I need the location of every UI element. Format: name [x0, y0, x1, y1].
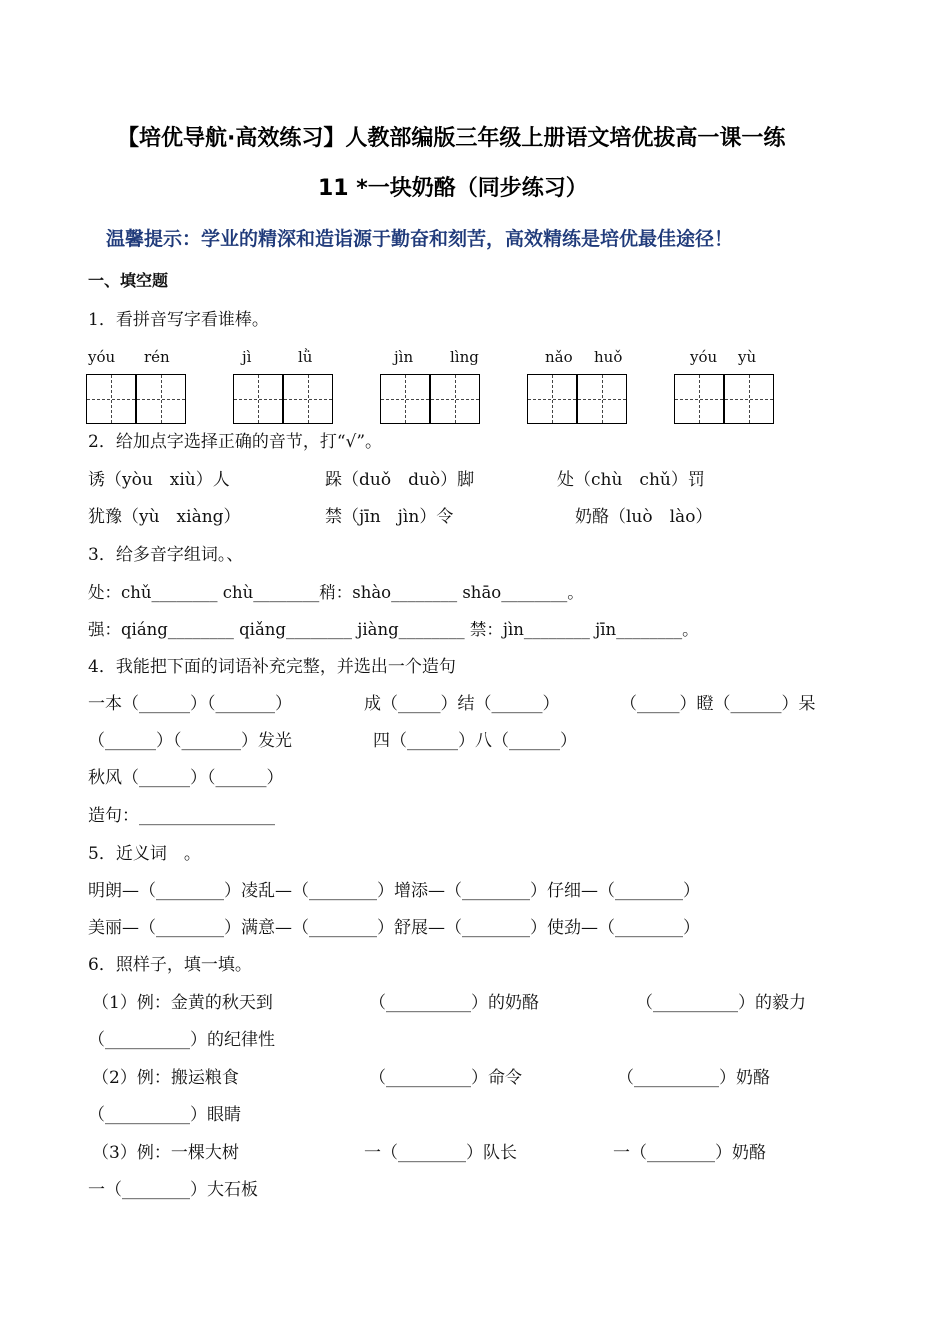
q5-row[interactable]: 美丽—（________）满意—（________）舒展—（________）使劲—（________）	[88, 918, 700, 938]
section-heading: 一、填空题	[88, 271, 169, 290]
writing-grid-box[interactable]	[136, 374, 186, 424]
q6-prompt: 6．照样子，填一填。	[88, 955, 252, 975]
q2-item[interactable]: 奶酪（luò lào）	[575, 507, 713, 527]
writing-grid-box[interactable]	[724, 374, 774, 424]
q6-item[interactable]: （__________）眼睛	[88, 1105, 241, 1125]
q6-item[interactable]: （__________）奶酪	[617, 1068, 770, 1088]
q2-item[interactable]: 跺（duǒ duò）脚	[325, 470, 475, 490]
q5-prompt: 5．近义词 。	[88, 844, 201, 864]
writing-grid-box[interactable]	[86, 374, 136, 424]
writing-grid-box[interactable]	[283, 374, 333, 424]
pinyin-label: rén	[144, 348, 170, 366]
pinyin-label: yù	[738, 348, 757, 366]
q4-sentence[interactable]: 造句：________________	[88, 806, 275, 826]
writing-grid-box[interactable]	[674, 374, 724, 424]
q4-item[interactable]: 成（_____）结（______）	[364, 694, 560, 714]
q2-item[interactable]: 禁（jīn jìn）令	[325, 507, 454, 527]
q2-prompt: 2．给加点字选择正确的音节，打“√”。	[88, 432, 383, 452]
q1-prompt: 1．看拼音写字看谁棒。	[88, 310, 269, 330]
writing-grid-box[interactable]	[380, 374, 430, 424]
pinyin-label: yóu	[690, 348, 718, 366]
q6-example: （2）例：搬运粮食	[92, 1068, 239, 1088]
q6-example: （1）例：金黄的秋天到	[92, 993, 273, 1013]
writing-grid-box[interactable]	[527, 374, 577, 424]
q4-item[interactable]: 秋风（______）（______）	[88, 768, 284, 788]
pinyin-label: nǎo	[545, 348, 573, 366]
q6-example: （3）例：一棵大树	[92, 1143, 239, 1163]
pinyin-label: yóu	[88, 348, 116, 366]
q6-item[interactable]: （__________）命令	[369, 1068, 522, 1088]
q2-item[interactable]: 诱（yòu xiù）人	[88, 470, 230, 490]
pinyin-label: lìng	[450, 348, 479, 366]
writing-grid-box[interactable]	[233, 374, 283, 424]
q4-prompt: 4．我能把下面的词语补充完整，并选出一个造句	[88, 657, 456, 677]
q5-row[interactable]: 明朗—（________）凌乱—（________）增添—（________）仔细—（________）	[88, 881, 700, 901]
q4-item[interactable]: （______）（_______）发光	[88, 731, 292, 751]
q4-item[interactable]: （_____）瞪（______）呆	[620, 694, 816, 714]
q6-item[interactable]: 一（________）队长	[364, 1143, 517, 1163]
q3-line[interactable]: 处：chǔ________ chù________稍：shào________ shāo________。	[88, 583, 584, 602]
q6-item[interactable]: 一（________）大石板	[88, 1180, 258, 1200]
page-title-line1: 【培优导航·高效练习】人教部编版三年级上册语文培优拔高一课一练	[117, 126, 786, 151]
q6-item[interactable]: 一（________）奶酪	[613, 1143, 766, 1163]
q6-item[interactable]: （__________）的纪律性	[88, 1030, 275, 1050]
pinyin-label: jìn	[394, 348, 414, 366]
q4-item[interactable]: 四（______）八（______）	[373, 731, 577, 751]
pinyin-label: jì	[242, 348, 252, 366]
writing-grid-box[interactable]	[430, 374, 480, 424]
q6-item[interactable]: （__________）的奶酪	[369, 993, 539, 1013]
writing-grid-box[interactable]	[577, 374, 627, 424]
pinyin-label: huǒ	[594, 348, 623, 366]
pinyin-label: lǜ	[298, 348, 313, 366]
q2-item[interactable]: 犹豫（yù xiàng）	[88, 507, 241, 527]
q3-prompt: 3．给多音字组词。、	[88, 545, 244, 565]
tip-text: 温馨提示：学业的精深和造诣源于勤奋和刻苦，高效精练是培优最佳途径！	[106, 228, 734, 250]
q2-item[interactable]: 处（chù chǔ）罚	[557, 470, 705, 490]
q3-line[interactable]: 强：qiáng________ qiǎng________ jiàng________ 禁：jìn________ jīn________。	[88, 620, 699, 639]
q6-item[interactable]: （__________）的毅力	[636, 993, 806, 1013]
page-title-line2: 11 *一块奶酪（同步练习）	[318, 176, 588, 201]
q4-item[interactable]: 一本（______）（_______）	[88, 694, 292, 714]
